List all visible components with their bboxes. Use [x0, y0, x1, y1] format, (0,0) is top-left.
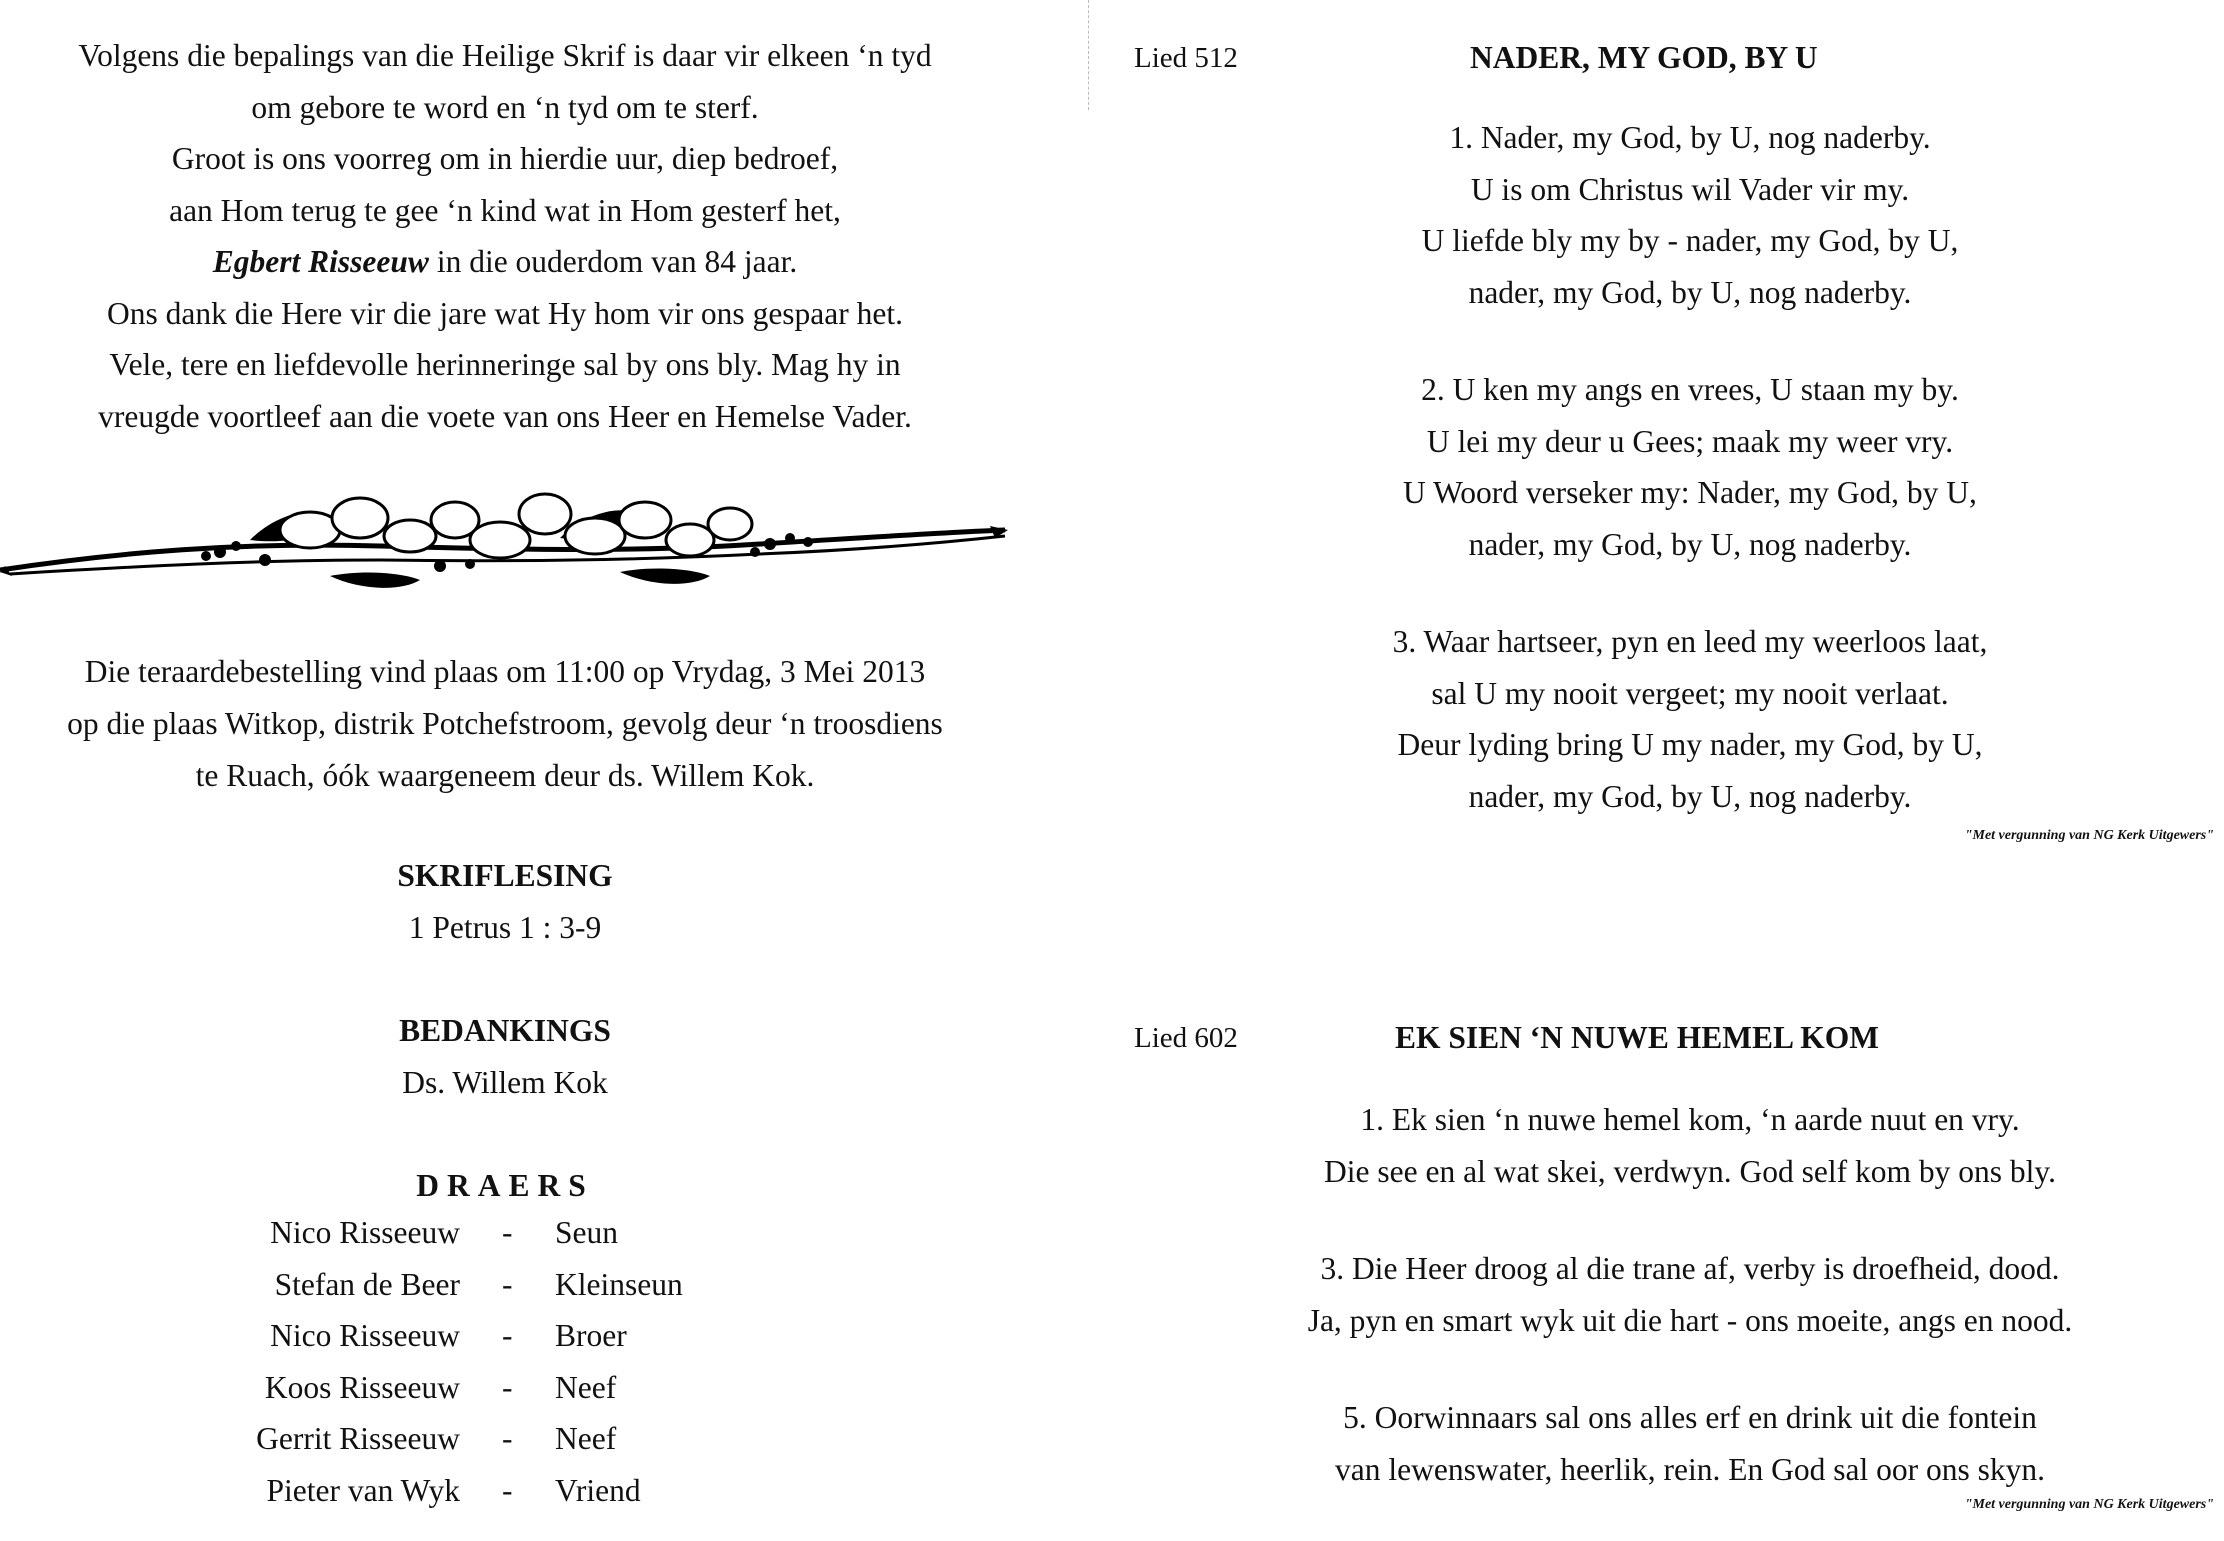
- verse-line: U is om Christus wil Vader vir my.: [1470, 171, 1910, 207]
- verse-line: nader, my God, by U, nog naderby.: [1468, 274, 1912, 310]
- bearer-dash: -: [502, 1369, 513, 1405]
- verse-line: 3. Waar hartseer, pyn en leed my weerloos laat,: [1392, 624, 1988, 659]
- bearer-relation: Vriend: [555, 1472, 641, 1508]
- bedankings-text: Ds. Willem Kok: [402, 1065, 608, 1100]
- bearer-name: Pieter van Wyk: [266, 1472, 460, 1508]
- draers-heading: DRAERS: [416, 1168, 594, 1203]
- bearer-name: Nico Risseeuw: [270, 1215, 460, 1250]
- bearer-dash: -: [502, 1215, 513, 1250]
- bedankings-heading: BEDANKINGS: [399, 1013, 611, 1048]
- bearer-dash: -: [502, 1421, 513, 1456]
- intro-line: Volgens die bepalings van die Heilige Skrif is daar vir elkeen ‘n tyd: [78, 38, 932, 73]
- bearer-dash: -: [502, 1318, 513, 1353]
- hymn2-label: Lied 602: [1134, 1022, 1238, 1054]
- bearer-row: [150, 1370, 750, 1422]
- funeral-line: te Ruach, óók waargeneem deur ds. Willem Kok.: [195, 758, 815, 793]
- bearer-dash: -: [502, 1266, 513, 1302]
- left-page: [0, 0, 1090, 1536]
- hymn2-verse: [1240, 1243, 2140, 1346]
- hymn2-title: EK SIEN ‘N NUWE HEMEL KOM: [1395, 1020, 1879, 1055]
- verse-line: 5. Oorwinnaars sal ons alles erf en drink uit die fontein: [1343, 1400, 2037, 1435]
- deceased-name: Egbert Risseeuw: [212, 244, 429, 279]
- hymn2-verse: [1240, 1392, 2140, 1495]
- bearers-list: [150, 1215, 750, 1524]
- verse-line: 1. Nader, my God, by U, nog naderby.: [1449, 120, 1931, 155]
- skriflesing-heading: SKRIFLESING: [397, 858, 613, 893]
- verse-line: Deur lyding bring U my nader, my God, by U,: [1397, 727, 1983, 762]
- intro-line: om gebore te word en ‘n tyd om te sterf.: [251, 89, 759, 125]
- verse-line: Die see en al wat skei, verdwyn. God self kom by ons bly.: [1324, 1153, 2056, 1189]
- floral-ornament: [0, 480, 1010, 600]
- funeral-details: [0, 646, 1010, 802]
- verse-line: nader, my God, by U, nog naderby.: [1468, 526, 1912, 562]
- verse-line: van lewenswater, heerlik, rein. En God sal oor ons skyn.: [1335, 1451, 2045, 1487]
- intro-line: Ons dank die Here vir die jare wat Hy hom vir ons gespaar het.: [106, 295, 903, 331]
- verse-line: U lei my deur u Gees; maak my weer vry.: [1426, 423, 1954, 459]
- bearer-row: [150, 1421, 750, 1473]
- bearer-row: [150, 1473, 750, 1525]
- intro-name-line: [0, 236, 1010, 288]
- bearer-row: [150, 1318, 750, 1370]
- bearer-name: Stefan de Beer: [274, 1266, 460, 1302]
- bearer-name: Gerrit Risseeuw: [256, 1421, 460, 1456]
- intro-line: Vele, tere en liefdevolle herinneringe sal by ons bly. Mag hy in: [109, 347, 901, 382]
- bearer-relation: Kleinseun: [555, 1266, 683, 1302]
- bearer-relation: Neef: [555, 1421, 617, 1456]
- bearer-name: Nico Risseeuw: [270, 1318, 460, 1353]
- hymn2-verse: [1240, 1094, 2140, 1197]
- verse-line: Ja, pyn en smart wyk uit die hart - ons moeite, angs en nood.: [1307, 1302, 2073, 1338]
- bearer-relation: Broer: [555, 1318, 627, 1353]
- hymn1-verses: [1330, 112, 2050, 868]
- verse-line: nader, my God, by U, nog naderby.: [1468, 778, 1912, 814]
- intro-line: aan Hom terug te gee ‘n kind wat in Hom gesterf het,: [169, 192, 841, 228]
- hymn1-credit: "Met vergunning van NG Kerk Uitgewers": [1964, 828, 2214, 843]
- verse-line: 2. U ken my angs en vrees, U staan my by.: [1421, 372, 1959, 407]
- age-text: in die ouderdom van 84 jaar.: [428, 244, 798, 279]
- hymn1-verse: [1330, 616, 2050, 822]
- skriflesing-text: 1 Petrus 1 : 3-9: [408, 910, 602, 945]
- intro-text: [0, 30, 1010, 442]
- verse-line: sal U my nooit vergeet; my nooit verlaat.: [1431, 675, 1949, 711]
- intro-line: vreugde voortleef aan die voete van ons Heer en Hemelse Vader.: [98, 398, 912, 434]
- verse-line: 3. Die Heer droog al die trane af, verby is droefheid, dood.: [1320, 1251, 2060, 1286]
- bearer-relation: Seun: [555, 1215, 618, 1250]
- bearer-dash: -: [502, 1472, 513, 1508]
- verse-line: U Woord verseker my: Nader, my God, by U,: [1403, 475, 1977, 510]
- bearer-relation: Neef: [555, 1369, 617, 1405]
- verse-line: 1. Ek sien ‘n nuwe hemel kom, ‘n aarde nuut en vry.: [1360, 1102, 2020, 1137]
- hymn1-label: Lied 512: [1134, 42, 1238, 74]
- bearer-row: [150, 1215, 750, 1267]
- bearer-row: [150, 1267, 750, 1319]
- verse-line: U liefde bly my by - nader, my God, by U,: [1421, 223, 1959, 258]
- hymn1-verse: [1330, 364, 2050, 570]
- right-page: [1090, 0, 2224, 1536]
- hymn1-title: NADER, MY GOD, BY U: [1470, 40, 1818, 75]
- bearer-name: Koos Risseeuw: [264, 1369, 460, 1405]
- intro-line: Groot is ons voorreg om in hierdie uur, diep bedroef,: [171, 141, 839, 176]
- hymn2-verses: [1240, 1094, 2140, 1541]
- funeral-line: op die plaas Witkop, distrik Potchefstroom, gevolg deur ‘n troosdiens: [67, 706, 943, 741]
- hymn1-verse: [1330, 112, 2050, 318]
- hymn2-credit: "Met vergunning van NG Kerk Uitgewers": [1964, 1497, 2214, 1512]
- funeral-line: Die teraardebestelling vind plaas om 11:00 op Vrydag, 3 Mei 2013: [84, 654, 926, 689]
